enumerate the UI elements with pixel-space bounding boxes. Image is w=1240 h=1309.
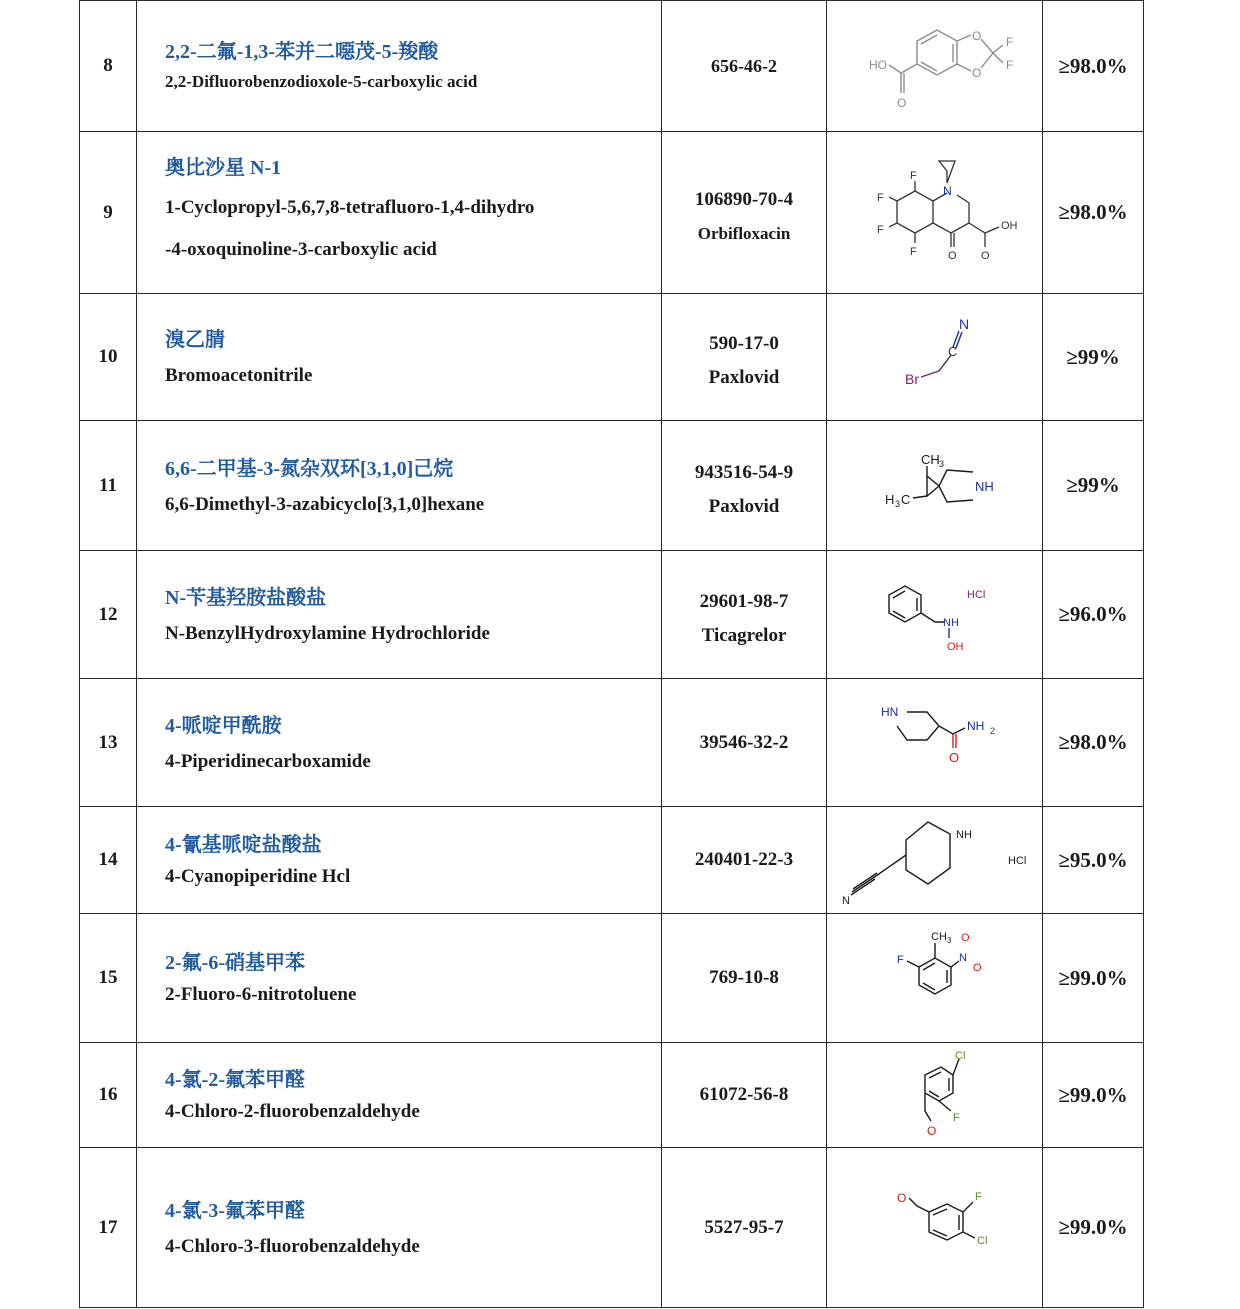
chinese-name: 奥比沙星 N-1 [165,156,282,179]
atom-label: O [972,962,982,974]
purity-cell: ≥99.0% [1043,1043,1144,1148]
atom-label: HCl [1007,855,1026,867]
atom-label: F [1005,58,1013,72]
purity-cell: ≥99.0% [1043,914,1144,1043]
structure-image [835,1178,1035,1278]
cas-number: 240401-22-3 [694,849,794,870]
atom-label: HCl [966,588,985,601]
english-name: 2-Fluoro-6-nitrotoluene [165,984,357,1005]
atom-label: F [876,191,884,204]
atom-label: O [896,96,906,110]
structure-image [835,1045,1035,1145]
purity-cell: ≥96.0% [1043,551,1144,679]
cas-number: 656-46-2 [711,56,777,76]
table-row [80,1148,1144,1308]
atom-label: N [942,183,952,198]
atom-label: F [909,169,917,182]
chinese-name: 4-氯-2-氟苯甲醛 [165,1069,305,1091]
row-number: 11 [80,421,137,551]
atom-label: F [909,245,917,258]
row-number: 17 [80,1148,137,1308]
cas-number: 61072-56-8 [699,1084,789,1105]
atom-label: F [876,223,884,236]
cas-number: 943516-54-9 [694,461,794,483]
cas-number: 769-10-8 [709,967,779,988]
chinese-name: 4-氯-3-氟苯甲醛 [165,1199,305,1222]
english-name: 1-Cyclopropyl-5,6,7,8-tetrafluoro-1,4-dihydro [165,196,535,218]
row-number: 14 [80,807,137,914]
product-name-cell [137,132,662,294]
table-row [80,421,1144,551]
atom-label: 2 [989,725,995,736]
purity-cell: ≥98.0% [1043,132,1144,294]
row-number: 10 [80,294,137,421]
table-row [80,1,1144,132]
purity-cell: ≥99.0% [1043,1148,1144,1308]
english-name: 6,6-Dimethyl-3-azabicyclo[3,1,0]hexane [165,493,485,515]
atom-label: O [971,66,981,80]
english-name: 4-Cyanopiperidine Hcl [165,866,351,887]
english-name: N-BenzylHydroxylamine Hydrochloride [165,622,490,644]
cas-number: 39546-32-2 [699,731,789,753]
structure-cell [827,551,1043,679]
atom-label: OH [946,640,963,653]
structure-image [835,11,1035,121]
atom-label: Cl [954,1050,965,1062]
structure-image [830,810,1040,910]
structure-cell [827,807,1043,914]
english-name: 4-Piperidinecarboxamide [165,750,371,772]
atom-label: 3 [894,498,900,509]
structure-image [835,560,1035,670]
table-row [80,679,1144,807]
structure-cell [827,132,1043,294]
atom-label: 3 [946,936,951,945]
chinese-name: 溴乙腈 [165,329,225,351]
product-name-cell [137,679,662,807]
cas-number: 590-17-0 [709,333,779,354]
atom-label: F [896,954,904,966]
atom-label: OH [1000,219,1017,232]
row-number: 13 [80,679,137,807]
atom-label: HN [880,704,898,719]
atom-label: O [926,1124,936,1138]
application-note: Paxlovid [708,495,780,517]
atom-label: O [971,29,981,43]
atom-label: NH [942,616,959,629]
structure-image [835,307,1035,407]
atom-label: NH [974,478,994,494]
cas-cell [662,551,827,679]
table-row [80,914,1144,1043]
atom-label: O [948,749,959,765]
structure-cell [827,1148,1043,1308]
purity-cell: ≥98.0% [1043,679,1144,807]
table-row [80,132,1144,294]
atom-label: O [896,1190,906,1205]
atom-label: O [947,249,957,262]
purity-cell: ≥95.0% [1043,807,1144,914]
table-row [80,294,1144,421]
english-name: 4-Chloro-3-fluorobenzaldehyde [165,1235,420,1257]
atom-label: F [1005,35,1013,49]
product-table [79,0,1144,1308]
structure-cell [827,1,1043,132]
application-note: Ticagrelor [701,624,787,646]
purity-cell: ≥99% [1043,421,1144,551]
atom-label: CH [930,931,947,943]
atom-label: C [947,344,957,359]
product-name-cell [137,1,662,132]
product-name-cell [137,807,662,914]
product-name-cell [137,294,662,421]
atom-label: H [884,491,894,507]
structure-cell [827,421,1043,551]
product-name-cell [137,551,662,679]
atom-label: O [980,249,990,262]
structure-image [835,688,1035,798]
purity-cell: ≥99% [1043,294,1144,421]
chinese-name: 4-氰基哌啶盐酸盐 [165,834,322,856]
cas-cell [662,1148,827,1308]
cas-cell [662,679,827,807]
cas-cell [662,807,827,914]
english-name: 2,2-Difluorobenzodioxole-5-carboxylic acid [165,72,478,91]
atom-label: NH [966,718,984,733]
cas-number: 106890-70-4 [694,188,794,210]
atom-label: Cl [976,1234,987,1247]
cas-cell [662,1,827,132]
table-row [80,1043,1144,1148]
structure-image [835,436,1035,536]
cas-cell [662,294,827,421]
chinese-name: 2,2-二氟-1,3-苯并二噁茂-5-羧酸 [165,41,439,63]
cas-cell [662,421,827,551]
structure-cell [827,294,1043,421]
application-note: Paxlovid [708,367,780,388]
row-number: 8 [80,1,137,132]
structure-cell [827,679,1043,807]
english-name: 4-Chloro-2-fluorobenzaldehyde [165,1101,420,1122]
structure-image [835,143,1035,283]
atom-label: F [974,1190,982,1203]
cas-number: 29601-98-7 [699,590,789,612]
atom-label: 3 [938,458,944,469]
atom-label: F [952,1112,960,1124]
application-note: Orbifloxacin [697,223,791,243]
english-name: Bromoacetonitrile [165,365,313,386]
structure-image [835,923,1035,1033]
atom-label: N [958,952,967,964]
english-name-continued: -4-oxoquinoline-3-carboxylic acid [165,238,437,260]
atom-label: N [958,316,969,332]
chinese-name: 4-哌啶甲酰胺 [165,714,282,737]
product-name-cell [137,421,662,551]
chinese-name: N-苄基羟胺盐酸盐 [165,586,327,609]
cas-cell [662,1043,827,1148]
product-name-cell [137,1148,662,1308]
atom-label: C [900,491,910,507]
chinese-name: 6,6-二甲基-3-氮杂双环[3,1,0]己烷 [165,457,454,480]
chinese-name: 2-氟-6-硝基甲苯 [165,952,305,974]
table-row [80,551,1144,679]
atom-label: Br [904,371,919,387]
table-row [80,807,1144,914]
structure-cell [827,914,1043,1043]
row-number: 9 [80,132,137,294]
cas-number: 5527-95-7 [704,1216,784,1238]
atom-label: HO [868,58,887,72]
atom-label: CH [920,451,940,467]
row-number: 15 [80,914,137,1043]
product-name-cell [137,914,662,1043]
structure-cell [827,1043,1043,1148]
purity-cell: ≥98.0% [1043,1,1144,132]
cas-cell [662,914,827,1043]
atom-label: O [960,932,970,944]
row-number: 16 [80,1043,137,1148]
atom-label: NH [955,829,972,841]
product-name-cell [137,1043,662,1148]
cas-cell [662,132,827,294]
row-number: 12 [80,551,137,679]
atom-label: N [841,895,850,907]
